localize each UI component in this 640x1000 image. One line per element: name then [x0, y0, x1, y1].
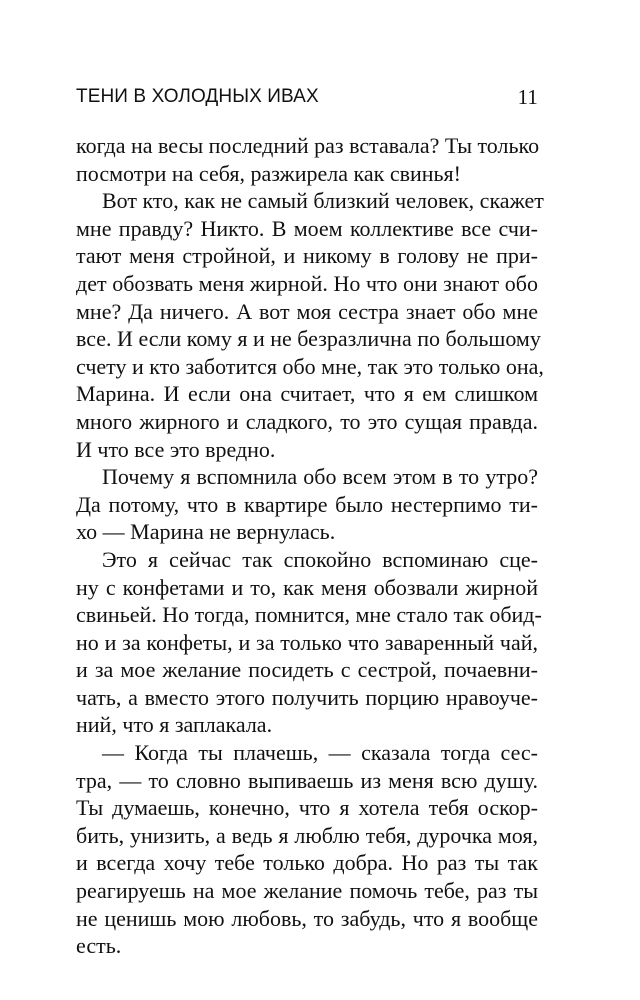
text-line: ну с конфетами и то, как меня обозвали жирной: [76, 574, 538, 600]
text-line: бить, унизить, а ведь я люблю тебя, дурочка моя,: [76, 822, 538, 848]
text-line: И что все это вредно.: [76, 436, 276, 462]
text-line: и за мое желание посидеть с сестрой, почаевни-: [76, 657, 538, 683]
text-line: — Когда ты плачешь, — сказала тогда сес-: [102, 740, 538, 766]
text-line: дет обозвать меня жирной. Но что они знают обо: [76, 270, 538, 296]
text-line: Это я сейчас так спокойно вспоминаю сце-: [102, 546, 538, 572]
text-line: Да потому, что в квартире было нестерпимо ти-: [76, 491, 538, 517]
body-text: [76, 132, 544, 960]
text-line: есть.: [76, 933, 122, 959]
text-line: Ты думаешь, конечно, что я хотела тебя оскор-: [76, 795, 538, 821]
text-line: все. И если кому я и не безразлична по большому: [76, 326, 541, 352]
text-line: чать, а вместо этого получить порцию нравоуче-: [76, 684, 538, 710]
text-line: хо — Марина не вернулась.: [76, 519, 336, 545]
text-line: мне правду? Никто. В моем коллективе все счи-: [76, 215, 538, 241]
text-line: ний, что я заплакала.: [76, 712, 273, 738]
text-line: Почему я вспомнила обо всем этом в то утро?: [102, 464, 538, 490]
text-line: и всегда хочу тебе только добра. Но раз ты так: [76, 850, 538, 876]
running-header: [76, 82, 538, 112]
text-line: много жирного и сладкого, то это сущая правда.: [76, 408, 538, 434]
text-line: мне? Да ничего. А вот моя сестра знает обо мне: [76, 298, 538, 324]
text-line: не ценишь мою любовь, то забудь, что я вообще: [76, 905, 538, 931]
text-line: свиньей. Но тогда, помнится, мне стало так обид-: [76, 602, 542, 628]
text-line: реагируешь на мое желание помочь тебе, раз ты: [76, 878, 538, 904]
text-line: но и за конфеты, и за только что заваренный чай,: [76, 629, 538, 655]
text-line: тра, — то словно выпиваешь из меня всю душу.: [76, 767, 538, 793]
text-line: тают меня стройной, и никому в голову не при-: [76, 243, 538, 269]
page-number: 11: [517, 85, 538, 109]
text-line: Марина. И если она считает, что я ем слишком: [76, 381, 538, 407]
text-line: посмотри на себя, разжирела как свинья!: [76, 160, 461, 186]
text-line: Вот кто, как не самый близкий человек, скажет: [102, 188, 544, 214]
text-line: когда на весы последний раз вставала? Ты только: [76, 133, 540, 158]
book-title: ТЕНИ В ХОЛОДНЫХ ИВАХ: [76, 86, 319, 107]
text-line: счету и кто заботится обо мне, так это только она,: [76, 353, 544, 379]
